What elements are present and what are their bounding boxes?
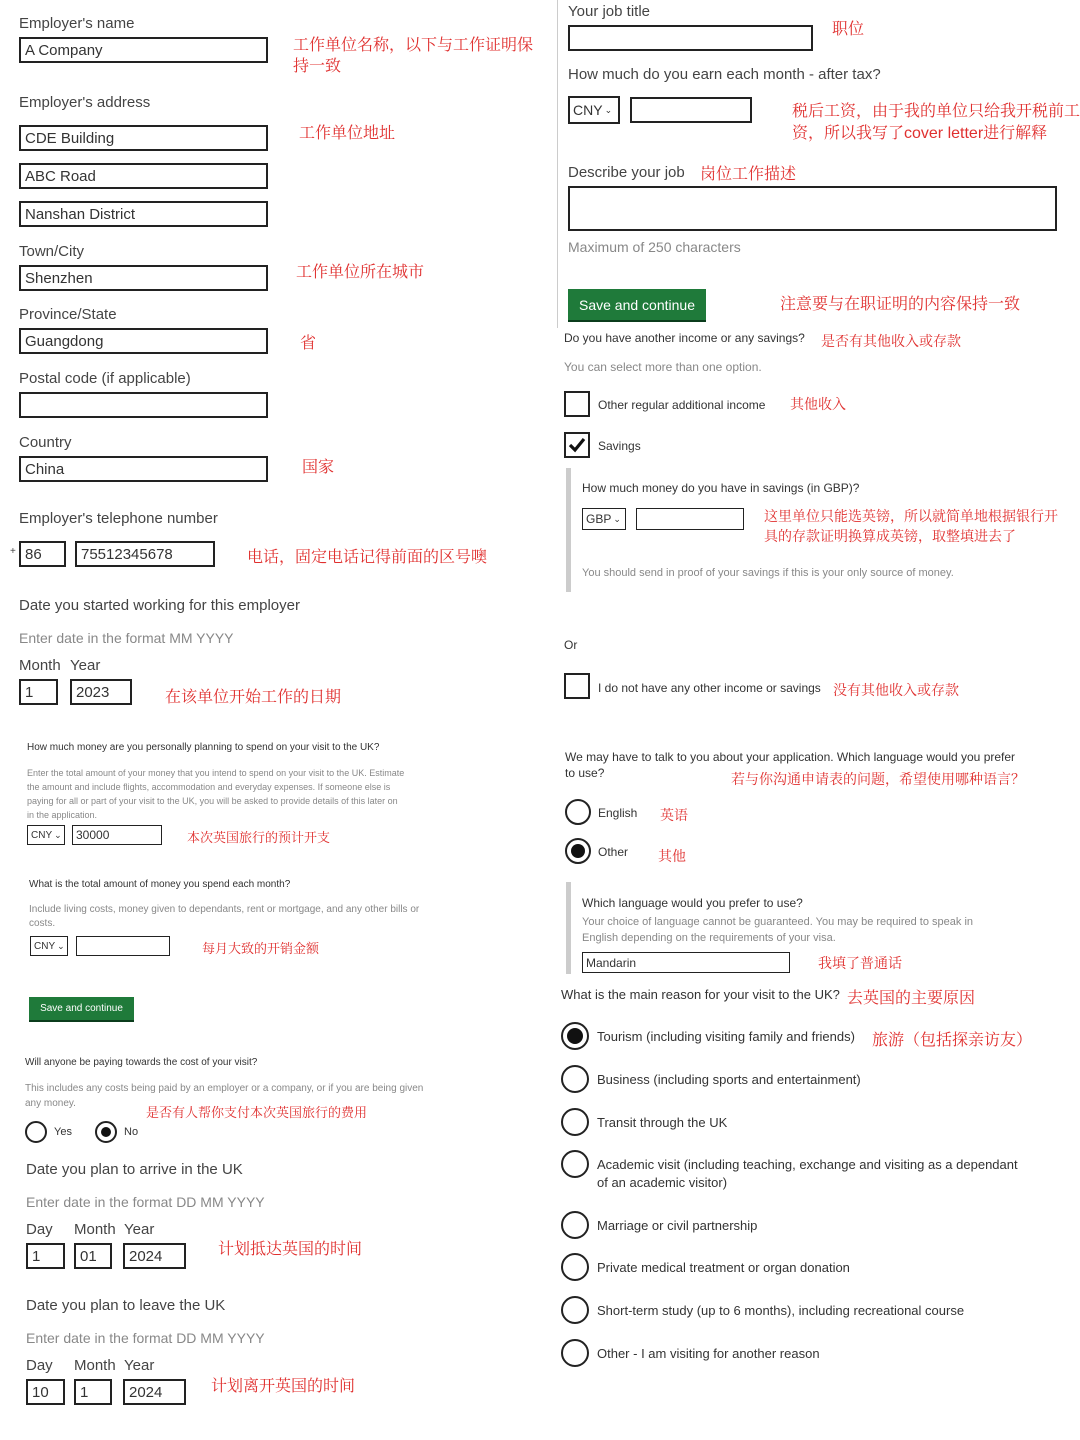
address-line-1-input[interactable]: CDE Building [19,125,268,151]
province-note: 省 [300,335,317,352]
chevron-down-icon: ⌄ [57,940,65,951]
province-label: Province/State [19,306,117,323]
reason-study-label: Short-term study (up to 6 months), including recreational course [597,1303,965,1318]
savings-option-label: Savings [598,439,641,453]
language-label-line1: We may have to talk to you about your application. Which language would you prefer [565,750,1016,764]
language-other-note: 其他 [658,848,686,864]
which-language-input[interactable]: Mandarin [582,952,790,973]
phone-number-input[interactable]: 75512345678 [75,541,215,567]
earn-note-line2: 资，所以我写了cover letter进行解释 [792,125,1048,142]
employer-name-input[interactable]: A Company [19,37,268,63]
spend-month-label: What is the total amount of money you spend each month? [29,879,291,890]
country-input[interactable]: China [19,456,268,482]
checkmark-icon [567,435,587,455]
which-language-hint-line1: Your choice of language cannot be guaranteed. You may be required to speak in [582,916,973,928]
leave-day-input[interactable]: 10 [26,1379,65,1405]
reason-business-radio[interactable] [561,1065,589,1093]
earn-label: How much do you earn each month - after tax? [568,66,881,83]
phone-note: 电话，固定电话记得前面的区号噢 [247,549,488,566]
town-label: Town/City [19,243,85,260]
savings-note-line2: 具的存款证明换算成英镑，取整填进去了 [764,528,1016,544]
which-language-hint-line2: English depending on the requirements of your visa. [582,932,836,944]
arrive-month-input[interactable]: 01 [74,1243,112,1269]
or-divider-text: Or [564,638,578,652]
describe-label: Describe your job [568,164,685,181]
job-title-note: 职位 [832,21,865,38]
other-income-hint: You can select more than one option. [564,360,762,374]
save-note: 注意要与在职证明的内容保持一致 [780,296,1021,313]
savings-question: How much money do you have in savings (in GBP)? [582,481,860,495]
paying-note: 是否有人帮你支付本次英国旅行的费用 [146,1105,368,1120]
country-note: 国家 [302,459,335,476]
reason-note: 去英国的主要原因 [847,990,976,1007]
arrive-year-input[interactable]: 2024 [123,1243,186,1269]
language-note: 若与你沟通申请表的问题，希望使用哪种语言？ [731,771,1025,787]
language-other-radio[interactable] [565,838,591,864]
leave-day-label: Day [26,1357,53,1374]
town-input[interactable]: Shenzhen [19,265,268,291]
paying-yes-radio[interactable] [25,1121,47,1143]
language-inset-bar [566,882,571,974]
leave-month-input[interactable]: 1 [74,1379,112,1405]
describe-textarea[interactable] [568,186,1057,231]
column-divider [557,0,558,328]
arrive-month-label: Month [74,1221,116,1238]
address-line-2-input[interactable]: ABC Road [19,163,268,189]
leave-note: 计划离开英国的时间 [211,1378,356,1395]
spend-visit-amount-input[interactable]: 30000 [72,825,162,845]
reason-medical-radio[interactable] [561,1253,589,1281]
reason-other-label: Other - I am visiting for another reason [597,1346,820,1361]
postal-label: Postal code (if applicable) [19,370,191,387]
start-date-hint: Enter date in the format MM YYYY [19,630,234,646]
phone-code-input[interactable]: 86 [19,541,66,567]
job-title-input[interactable] [568,25,813,51]
savings-checkbox[interactable] [564,432,590,458]
start-month-label: Month [19,657,61,674]
spend-visit-hint: Enter the total amount of your money that you intend to spend on your visit to the UK. Estimate the amount and include flights, accommodation and everyday expenses. If someone else is paying for all or part of your visit to the UK, you will be asked to provide details of this later on in the application. [27,768,405,820]
spend-month-amount-input[interactable] [76,936,170,956]
savings-inset-bar [566,468,571,592]
country-label: Country [19,434,72,451]
reason-tourism-radio[interactable] [561,1022,589,1050]
job-title-label: Your job title [568,3,651,20]
language-english-note: 英语 [660,807,688,823]
arrive-note: 计划抵达英国的时间 [218,1241,363,1258]
earn-amount-input[interactable] [630,97,752,123]
reason-marriage-radio[interactable] [561,1211,589,1239]
province-input[interactable]: Guangdong [19,328,268,354]
savings-hint: You should send in proof of your savings if this is your only source of money. [582,567,954,579]
reason-tourism-note: 旅游（包括探亲访友） [872,1032,1033,1049]
spend-visit-currency-select[interactable]: CNY ⌄ [27,825,65,845]
paying-no-label: No [124,1126,139,1138]
paying-no-radio[interactable] [95,1121,117,1143]
describe-hint: Maximum of 250 characters [568,239,741,255]
employer-address-label: Employer's address [19,94,151,111]
employer-address-note: 工作单位地址 [299,125,396,142]
spend-month-note: 每月大致的开销金额 [202,941,320,956]
phone-label: Employer's telephone number [19,510,218,527]
earn-note-line1: 税后工资，由于我的单位只给我开税前工 [792,103,1080,120]
start-month-input[interactable]: 1 [19,679,58,705]
language-other-label: Other [598,845,629,859]
start-year-input[interactable]: 2023 [70,679,132,705]
which-language-label: Which language would you prefer to use? [582,896,803,910]
language-english-label: English [598,806,638,820]
leave-hint: Enter date in the format DD MM YYYY [26,1330,265,1346]
reason-academic-label-line1: Academic visit (including teaching, exchange and visiting as a dependant [597,1157,1018,1172]
paying-yes-label: Yes [54,1126,72,1138]
employer-name-label: Employer's name [19,15,135,32]
save-button-right[interactable]: Save and continue [568,289,706,320]
start-date-note: 在该单位开始工作的日期 [165,689,342,706]
describe-note: 岗位工作描述 [700,166,797,183]
reason-academic-radio[interactable] [561,1150,589,1178]
other-income-label: Do you have another income or any savings? [564,331,805,345]
other-income-checkbox[interactable] [564,391,590,417]
reason-transit-radio[interactable] [561,1108,589,1136]
reason-marriage-label: Marriage or civil partnership [597,1218,758,1233]
no-income-note: 没有其他收入或存款 [833,682,959,698]
leave-year-label: Year [124,1357,155,1374]
leave-year-input[interactable]: 2024 [123,1379,186,1405]
employer-name-note: 工作单位名称，以下与工作证明保持一致 [293,37,534,75]
other-income-note: 是否有其他收入或存款 [821,333,961,349]
savings-amount-input[interactable] [636,508,744,530]
chevron-down-icon: ⌄ [604,104,613,115]
spend-month-hint: Include living costs, money given to dependants, rent or mortgage, and any other bills or costs. [29,904,420,929]
paying-label: Will anyone be paying towards the cost of your visit? [25,1057,258,1068]
town-note: 工作单位所在城市 [296,264,425,281]
paying-hint: This includes any costs being paid by an employer or a company, or if you are being given any money. [25,1083,424,1109]
savings-currency-select[interactable]: GBP ⌄ [582,508,626,530]
spend-month-currency-select[interactable]: CNY ⌄ [30,936,68,956]
reason-label: What is the main reason for your visit to the UK? [561,987,840,1002]
which-language-note: 我填了普通话 [818,955,902,971]
earn-currency-select[interactable]: CNY ⌄ [568,96,620,124]
other-income-option-note: 其他收入 [790,396,846,412]
postal-input[interactable] [19,392,268,418]
chevron-down-icon: ⌄ [54,829,62,840]
reason-other-radio[interactable] [561,1339,589,1367]
leave-month-label: Month [74,1357,116,1374]
reason-tourism-label: Tourism (including visiting family and friends) [597,1029,855,1044]
arrive-label: Date you plan to arrive in the UK [26,1161,243,1178]
start-year-label: Year [70,657,101,674]
language-label-line2: to use? [565,766,605,780]
other-income-option-label: Other regular additional income [598,398,766,412]
savings-note-line1: 这里单位只能选英镑，所以就简单地根据银行开 [764,508,1058,524]
reason-medical-label: Private medical treatment or organ donation [597,1260,850,1275]
leave-label: Date you plan to leave the UK [26,1297,226,1314]
start-date-label: Date you started working for this employer [19,597,300,614]
arrive-day-input[interactable]: 1 [26,1243,65,1269]
address-line-3-input[interactable]: Nanshan District [19,201,268,227]
arrive-year-label: Year [124,1221,155,1238]
spend-visit-note: 本次英国旅行的预计开支 [187,830,331,845]
language-english-radio[interactable] [565,799,591,825]
arrive-day-label: Day [26,1221,53,1238]
chevron-down-icon: ⌄ [613,513,621,524]
reason-academic-label-line2: of an academic visitor) [597,1175,728,1190]
reason-business-label: Business (including sports and entertainment) [597,1072,861,1087]
save-button-left[interactable]: Save and continue [29,997,134,1020]
no-income-checkbox[interactable] [564,673,590,699]
reason-study-radio[interactable] [561,1296,589,1324]
arrive-hint: Enter date in the format DD MM YYYY [26,1194,265,1210]
no-income-label: I do not have any other income or savings [598,681,821,695]
phone-plus: + [10,546,16,557]
spend-visit-label: How much money are you personally planning to spend on your visit to the UK? [27,742,380,753]
reason-transit-label: Transit through the UK [597,1115,728,1130]
